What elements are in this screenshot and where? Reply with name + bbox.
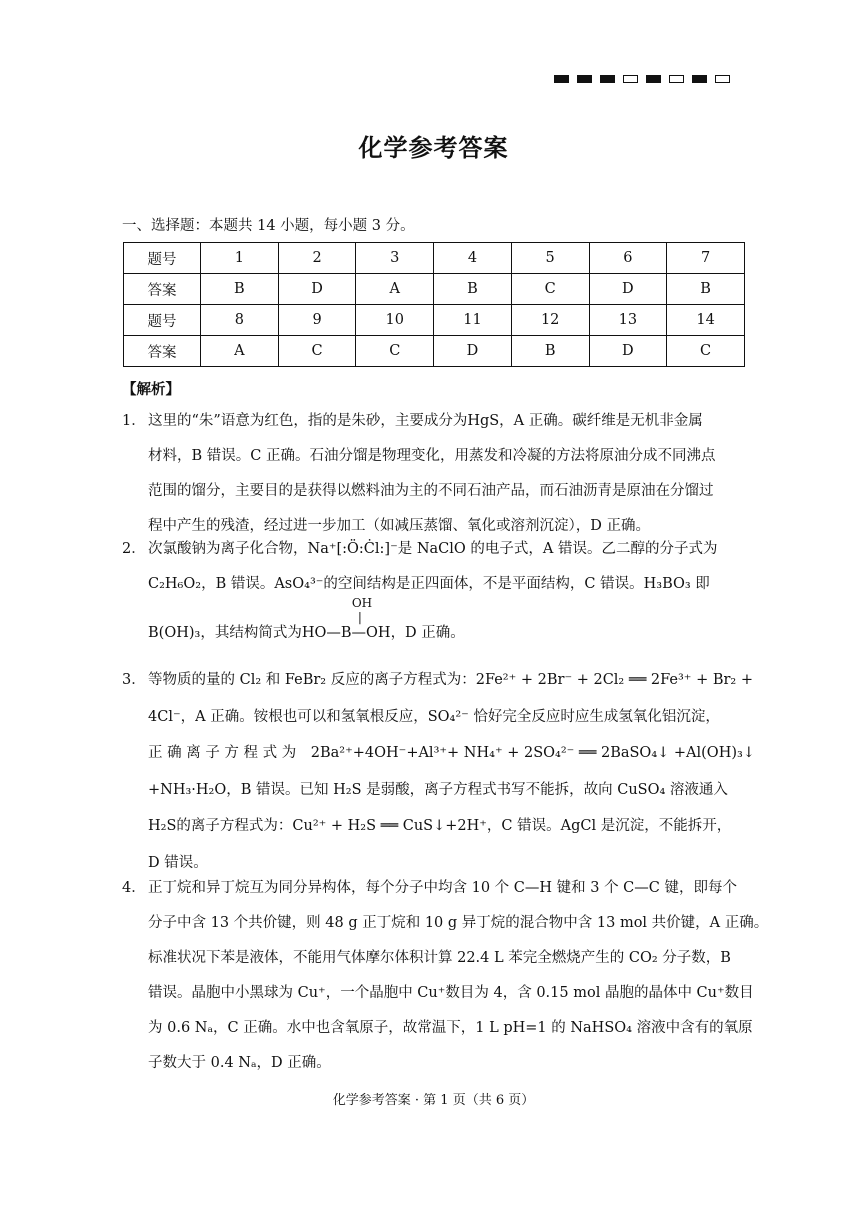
item-text: 范围的馏分，主要目的是获得以燃料油为主的不同石油产品，而石油沥青是原油在分馏过 <box>148 483 714 499</box>
item-text: 子数大于 0.4 Nₐ，D 正确。 <box>148 1055 331 1071</box>
table-cell: 10 <box>356 305 434 336</box>
table-cell: D <box>434 336 512 367</box>
table-cell: 8 <box>201 305 279 336</box>
table-row <box>124 274 745 305</box>
marker-block <box>600 75 615 83</box>
analysis-item-3 <box>122 662 755 881</box>
table-cell: 13 <box>589 305 667 336</box>
item-text: 程中产生的残渣，经过进一步加工（如减压蒸馏、氧化或溶剂沉淀），D 正确。 <box>148 518 650 534</box>
formula-text: HO—B—OH <box>301 625 391 641</box>
item-text: 这里的“朱”语意为红色，指的是朱砂，主要成分为HgS，A 正确。碳纤维是无机非金属 <box>148 413 703 429</box>
page-footer: 化学参考答案 · 第 1 页（共 6 页） <box>332 1093 535 1108</box>
table-cell: C <box>511 274 589 305</box>
marker-block <box>623 75 638 83</box>
table-cell: 12 <box>511 305 589 336</box>
analysis-item-1 <box>122 404 746 544</box>
table-cell: 7 <box>667 243 745 274</box>
item-text: 分子中含 13 个共价键，则 48 g 正丁烷和 10 g 异丁烷的混合物中含 13 mol 共价键，A 正确。 <box>148 915 769 931</box>
item-number: 4． <box>122 880 146 896</box>
table-cell: 14 <box>667 305 745 336</box>
table-cell: A <box>201 336 279 367</box>
table-cell: 4 <box>434 243 512 274</box>
item-text: 正丁烷和异丁烷互为同分异构体，每个分子中均含 10 个 C—H 键和 3 个 C—C 键，即每个 <box>148 880 737 896</box>
marker-block <box>646 75 661 83</box>
bond-line: | <box>357 610 362 624</box>
table-cell: 2 <box>278 243 356 274</box>
item-text: 为 0.6 Nₐ，C 正确。水中也含氧原子，故常温下，1 L pH=1 的 NaHSO₄ 溶液中含有的氧原 <box>148 1020 753 1036</box>
table-cell: D <box>589 336 667 367</box>
item-text: D 错误。 <box>148 854 208 871</box>
item-text: 是 NaClO 的电子式，A 错误。乙二醇的分子式为 <box>397 541 718 557</box>
item-text: C₂H₆O₂，B 错误。AsO₄³⁻的空间结构是正四面体，不是平面结构，C 错误。H₃BO₃ 即 <box>148 576 710 592</box>
item-number: 2． <box>122 541 146 557</box>
marker-block <box>692 75 707 83</box>
page-title: 化学参考答案 <box>358 133 509 162</box>
item-text: 次氯酸钠为离子化合物， <box>148 541 308 557</box>
section-title: 一、选择题：本题共 14 小题，每小题 3 分。 <box>122 218 415 234</box>
marker-block <box>554 75 569 83</box>
marker-block <box>715 75 730 83</box>
table-cell: 5 <box>511 243 589 274</box>
page-marker-blocks <box>554 75 730 83</box>
structure-formula <box>301 596 391 651</box>
oh-label: OH <box>351 596 373 610</box>
item-text: 正 确 离 子 方 程 式 为 2Ba²⁺+4OH⁻+Al³⁺+ NH₄⁺ + 2SO₄²⁻ ══ 2BaSO₄↓ +Al(OH)₃↓ <box>148 745 755 761</box>
analysis-item-4 <box>122 871 769 1081</box>
item-text: 等物质的量的 Cl₂ 和 FeBr₂ 反应的离子方程式为： <box>148 672 476 688</box>
table-row <box>124 305 745 336</box>
table-cell: A <box>356 274 434 305</box>
row-header: 答案 <box>124 274 201 305</box>
row-header: 题号 <box>124 243 201 274</box>
answer-table <box>123 242 745 367</box>
table-row <box>124 243 745 274</box>
item-text: 错误。晶胞中小黑球为 Cu⁺，一个晶胞中 Cu⁺数目为 4，含 0.15 mol 晶胞的晶体中 Cu⁺数目 <box>148 985 754 1001</box>
table-cell: C <box>278 336 356 367</box>
item-text: B(OH)₃，其结构简式为 <box>148 625 302 641</box>
ion-equation: 2Fe²⁺ + 2Br⁻ + 2Cl₂ ══ 2Fe³⁺ + Br₂ + <box>475 672 753 688</box>
item-text: H₂S的离子方程式为：Cu²⁺ + H₂S ══ CuS↓+2H⁺，C 错误。AgCl 是沉淀，不能拆开， <box>148 818 732 834</box>
table-cell: B <box>434 274 512 305</box>
table-cell: B <box>667 274 745 305</box>
table-cell: 3 <box>356 243 434 274</box>
electron-formula: Na⁺[:Ö:Ċl:]⁻ <box>307 541 398 557</box>
item-number: 3． <box>122 672 146 688</box>
table-cell: D <box>589 274 667 305</box>
table-cell: D <box>278 274 356 305</box>
table-cell: 9 <box>278 305 356 336</box>
item-text: ，D 正确。 <box>390 625 465 641</box>
marker-block <box>669 75 684 83</box>
marker-block <box>577 75 592 83</box>
analysis-item-2 <box>122 532 746 651</box>
table-cell: 6 <box>589 243 667 274</box>
row-header: 题号 <box>124 305 201 336</box>
table-row <box>124 336 745 367</box>
analysis-heading: 【解析】 <box>122 381 180 398</box>
item-text: 4Cl⁻，A 正确。铵根也可以和氢氧根反应，SO₄²⁻ 恰好完全反应时应生成氢氧化铝沉淀， <box>148 708 720 725</box>
table-cell: 1 <box>201 243 279 274</box>
table-cell: B <box>511 336 589 367</box>
item-text: 材料，B 错误。C 正确。石油分馏是物理变化，用蒸发和冷凝的方法将原油分成不同沸点 <box>148 448 716 464</box>
item-text: 标准状况下苯是液体，不能用气体摩尔体积计算 22.4 L 苯完全燃烧产生的 CO₂ 分子数，B <box>148 950 731 966</box>
table-cell: 11 <box>434 305 512 336</box>
table-cell: C <box>356 336 434 367</box>
table-cell: C <box>667 336 745 367</box>
item-text: +NH₃·H₂O，B 错误。已知 H₂S 是弱酸，离子方程式书写不能拆，故向 CuSO₄ 溶液通入 <box>148 781 728 798</box>
item-number: 1． <box>122 413 146 429</box>
row-header: 答案 <box>124 336 201 367</box>
table-cell: B <box>201 274 279 305</box>
